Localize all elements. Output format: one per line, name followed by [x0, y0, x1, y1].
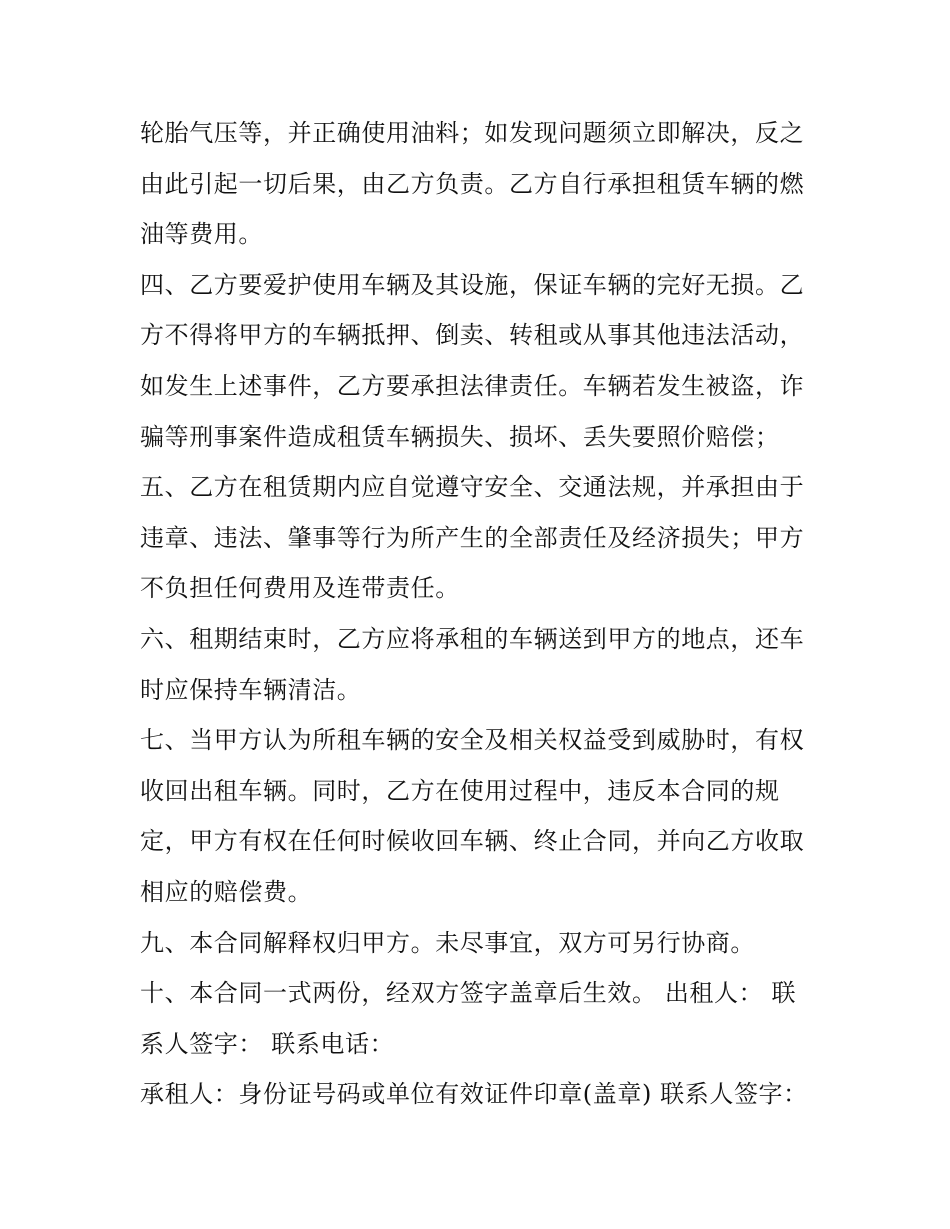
text-line-6: 如发生上述事件，乙方要承担法律责任。车辆若发生被盗，诈: [140, 371, 805, 400]
text-line-5: 方不得将甲方的车辆抵押、倒卖、转租或从事其他违法活动，: [140, 321, 805, 350]
text-line-10: 不负担任何费用及连带责任。: [140, 574, 460, 603]
text-line-13: 七、当甲方认为所租车辆的安全及相关权益受到威胁时，有权: [140, 726, 805, 755]
text-line-1: 轮胎气压等，并正确使用油料；如发现问题须立即解决，反之: [140, 119, 805, 147]
text-line-17: 九、本合同解释权归甲方。未尽事宜，双方可另行协商。: [140, 928, 755, 957]
text-line-11: 六、租期结束时，乙方应将承租的车辆送到甲方的地点，还车: [140, 624, 805, 653]
text-line-20: 承租人：身份证号码或单位有效证件印章(盖章) 联系人签字：: [140, 1080, 808, 1109]
text-line-4: 四、乙方要爱护使用车辆及其设施，保证车辆的完好无损。乙: [140, 270, 805, 299]
text-line-19: 系人签字： 联系电话：: [140, 1029, 395, 1058]
text-line-9: 违章、违法、肇事等行为所产生的全部责任及经济损失；甲方: [140, 523, 805, 552]
text-line-2: 由此引起一切后果，由乙方负责。乙方自行承担租赁车辆的燃: [140, 169, 805, 198]
text-line-16: 相应的赔偿费。: [140, 877, 313, 906]
text-line-7: 骗等刑事案件造成租赁车辆损失、损坏、丢失要照价赔偿；: [140, 422, 780, 451]
text-line-15: 定，甲方有权在任何时候收回车辆、终止合同，并向乙方收取: [140, 827, 805, 856]
text-line-3: 油等费用。: [140, 220, 263, 249]
text-line-14: 收回出租车辆。同时，乙方在使用过程中，违反本合同的规: [140, 776, 780, 805]
text-line-12: 时应保持车辆清洁。: [140, 675, 362, 704]
document-body: [140, 108, 820, 1120]
text-line-18: 十、本合同一式两份，经双方签字盖章后生效。 出租人： 联: [140, 979, 797, 1008]
text-line-8: 五、乙方在租赁期内应自觉遵守安全、交通法规，并承担由于: [140, 473, 805, 502]
